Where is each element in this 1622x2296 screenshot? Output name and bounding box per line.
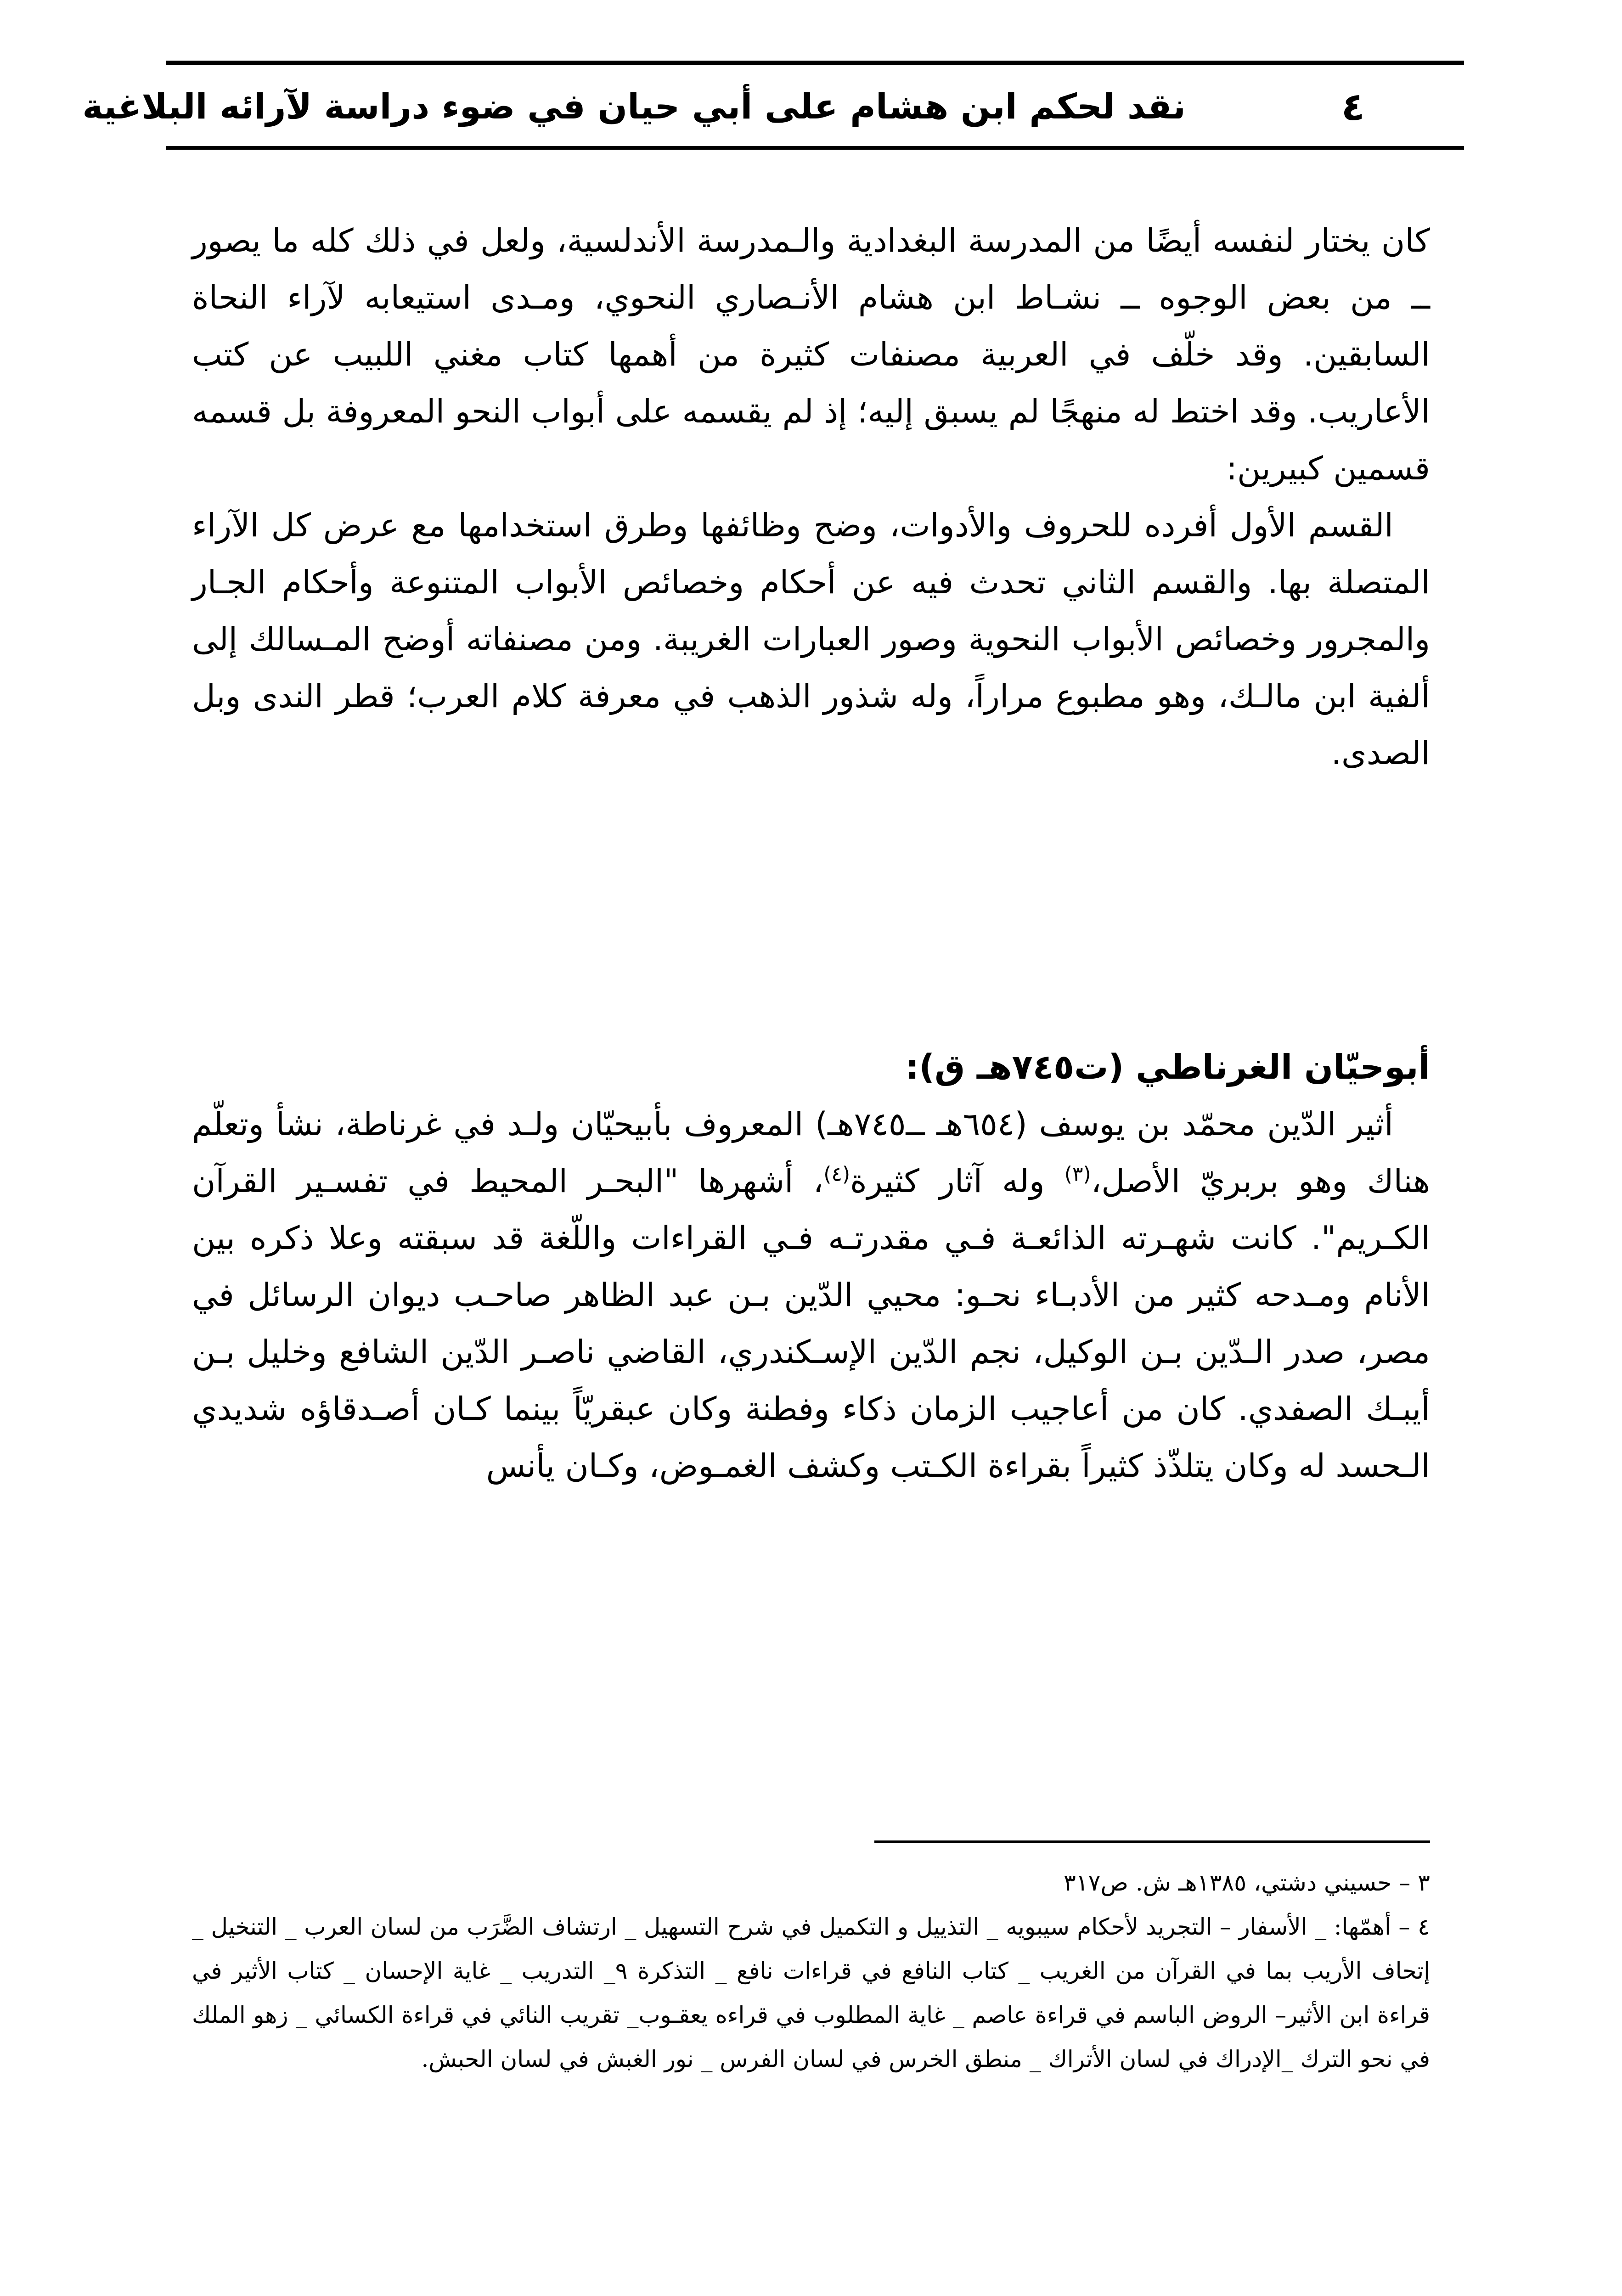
header-rule-top [166,61,1464,65]
footnotes [192,1861,1430,2081]
footnote-3: ٣ – حسيني دشتي، ١٣٨٥هـ ش. ص٣١٧ [1063,1869,1430,1896]
footnote-ref-3[interactable]: (٣) [1064,1162,1091,1186]
body-block-1 [192,212,1430,782]
paragraph-3-part-c: ، أشهرها "البحـر المحيط في تفسـير القرآن الكـريم". كانت شهـرته الذائعـة فـي مقدرتـه فـي القراءات واللّغة قد سبقته وعلا ذكره بين الأنام ومـدحه كثير من الأدبـاء نحـو: محيي الدّين بـن عبد الظاهر صاحـب ديوان الرسائل في مصر، صدر الـدّين بـن الوكيل، نجم الدّين الإسـكندري، القاضي ناصـر الدّين الشافع وخليل بـن أيبـك الصفدي. كان من أعاجيب الزمان ذكاء وفطنة وكان عبقريّاً بينما كـان أصـدقاؤه شديدي الـحسد له وكان يتلذّذ كثيراً بقراءة الكـتب وكشف الغمـوض، وكـان يأنس [192,1162,1430,1485]
paragraph-1: كان يختار لنفسه أيضًا من المدرسة البغدادية والـمدرسة الأندلسية، ولعل في ذلك كله ما يصور ــ من بعض الوجوه ــ نشـاط ابن هشام الأنـصاري النحوي، ومـدى استيعابه لآراء النحاة السابقين. وقد خلّف في العربية مصنفات كثيرة من أهمها كتاب مغني اللبيب عن كتب الأعاريب. وقد اختط له منهجًا لم يسبق إليه؛ إذ لم يقسمه على أبواب النحو المعروفة بل قسمه قسمين كبيرين: [192,222,1430,487]
body-block-2 [192,1039,1430,1494]
section-heading: أبوحيّان الغرناطي (ت٧٤٥هـ ق): [905,1047,1430,1087]
paragraph-3-part-b: وله آثار كثيرة [850,1162,1064,1200]
footnote-ref-4[interactable]: (٤) [823,1162,850,1186]
footnote-4: ٤ – أهمّها: _ الأسفار – التجريد لأحكام سيبويه _ التذييل و التكميل في شرح التسهيل _ ارتشاف الضَّرَب من لسان العرب _ التنخيل _ إتحاف الأريب بما في القرآن من الغريب _ كتاب النافع في قراءات نافع _ التذكرة ٩_ التدريب _ غاية الإحسان _ كتاب الأثير في قراءة ابن الأثير– الروض الباسم في قراءة عاصم _ غاية المطلوب في قراءه يعقـوب_ تقريب النائي في قراءة الكسائي _ زهو الملك في نحو الترك _الإدراك في لسان الأتراك _ منطق الخرس في لسان الفرس _ نور الغبش في لسان الحبش. [192,1913,1430,2072]
header-rule-bottom [166,146,1464,150]
paragraph-3 [192,1096,1430,1494]
running-title: نقد لحكم ابن هشام على أبي حيان في ضوء دراسة لآرائه البلاغية [82,86,1186,127]
footnote-separator [874,1840,1430,1843]
paragraph-2: القسم الأول أفرده للحروف والأدوات، وضح وظائفها وطرق استخدامها مع عرض كل الآراء المتصلة بها. والقسم الثاني تحدث فيه عن أحكام وخصائص الأبواب المتنوعة وأحكام الجـار والمجرور وخصائص الأبواب النحوية وصور العبارات الغريبة. ومن مصنفاته أوضح المـسالك إلى ألفية ابن مالـك، وهو مطبوع مراراً، وله شذور الذهب في معرفة كلام العرب؛ قطر الندى وبل الصدى. [192,506,1430,772]
paragraph-3-part-a: أثير الدّين محمّد بن يوسف (٦٥٤هـ ــ٧٤٥هـ) المعروف بأبيحيّان ولـد في غرناطة، نشأ وتعلّم هناك وهو بربريّ الأصل، [192,1105,1430,1200]
page-number: ٤ [1341,84,1365,129]
